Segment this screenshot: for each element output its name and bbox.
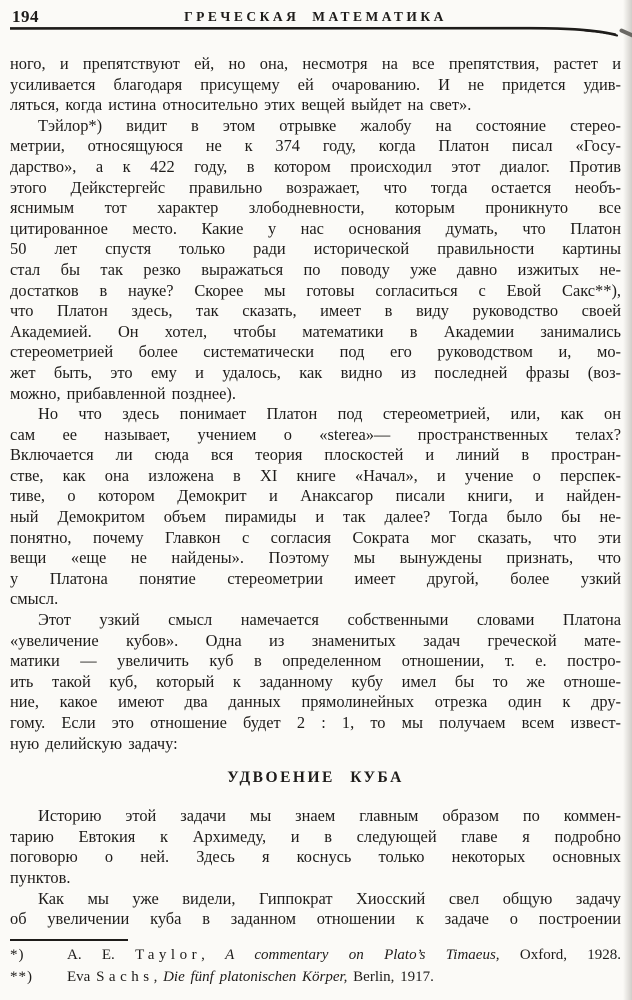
text-line: стал бы так резко выражаться по поводу уже давно изжитых не-: [10, 259, 621, 279]
paragraph: [10, 116, 621, 404]
text-line: поговорю о ней. Здесь я коснусь только некоторых основных: [10, 847, 621, 867]
footnote-text: A. E.: [67, 946, 136, 963]
text-line: Но что здесь понимает Платон под стереометрией, или, как он: [38, 404, 621, 424]
text-line: достатков в науке? Скорее мы готовы согласиться с Евой Сакс**),: [10, 280, 621, 300]
text-line: гому. Если это отношение будет 2 : 1, то мы получаем всем извест-: [10, 713, 621, 732]
text-line: цитированное место. Какие у нас основания думать, что Платон: [10, 218, 621, 238]
footnote-text: ,: [201, 946, 226, 963]
text-line: матики — увеличить куб в определенном отношении, т. е. постро-: [10, 651, 621, 671]
text-line: дарство», а к 422 году, в котором происходил этот диалог. Против: [10, 156, 621, 176]
footnote-text: Die fünf platonischen Körper,: [163, 968, 348, 985]
paragraph: [10, 806, 621, 888]
page-header: [10, 7, 621, 26]
text-line: стереометрией более систематически под его руководством и, мо-: [10, 342, 621, 362]
footnote-text: Berlin, 1917.: [347, 968, 434, 985]
footnote-text: ,: [153, 968, 164, 985]
text-line: об увеличении куба в заданном отношении к задаче о построении: [10, 909, 621, 929]
footnote: [10, 945, 621, 967]
paragraph: [10, 54, 621, 116]
text-line: Академией. Он хотел, чтобы математики в Академии занимались: [10, 321, 621, 341]
footnote-text: Eva: [67, 968, 97, 985]
paragraph: [10, 610, 621, 754]
section-heading: УДВОЕНИЕ КУБА: [227, 769, 404, 787]
header-rule: [10, 26, 621, 38]
text-line: «увеличение кубов». Одна из знаменитых задач греческой мате-: [10, 630, 621, 650]
text-line: яснимым тот характер злободневности, которым проникнуто все: [10, 198, 621, 218]
text-line: жет быть, это ему и удалось, как видно из последней фразы (воз-: [10, 362, 621, 382]
page-number: 194: [12, 7, 39, 26]
text-line: ную делийскую задачу:: [10, 733, 178, 753]
text-line: понятно, почему Главкон с согласия Сократа мог сказать, что эти: [10, 527, 621, 547]
text-line: тиве, о котором Демокрит и Анаксагор писали книги, и найден-: [10, 486, 621, 506]
text-line: этого Дейкстергейс правильно возражает, что тогда остается необъ-: [10, 177, 621, 197]
text-line: ние, какое имеют два данных прямолинейных отрезка один к дру-: [10, 692, 621, 712]
text-line: усиливается благодаря присущему ей очарованию. И не придется удив-: [10, 74, 621, 94]
text-line: Включается ли сюда вся теория плоскостей и линий в простран-: [10, 445, 621, 465]
text-line: Тэйлор*) видит в этом отрывке жалобу на состояние стерео-: [38, 115, 621, 135]
text-line: метрии, относящуюся не к 374 году, когда Платон писал «Госу-: [10, 136, 621, 156]
text-line: 50 лет спустя только ради исторической правильности картины: [10, 239, 621, 259]
text-line: сам ее называет, учением о «sterea»— пространственных телах?: [10, 424, 621, 444]
text-line: Как мы уже видели, Гиппократ Хиосский свел общую задачу: [38, 888, 621, 908]
footnote-marker: **): [10, 968, 33, 985]
paragraph: [10, 889, 621, 930]
text-line: ного, и препятствуют ей, но она, несмотря на все препятствия, растет и: [10, 54, 621, 73]
text-line: вещи «еще не найдены». Поэтому мы вынуждены признать, что: [10, 548, 621, 568]
footnote-text: Oxford, 1928.: [499, 946, 621, 963]
text-line: смысл.: [10, 589, 59, 609]
page-content: [10, 7, 621, 988]
text-line: Историю этой задачи мы знаем главным образом по коммен-: [38, 806, 621, 826]
text-line: стве, как она изложена в XI книге «Начал», и учение о перспек-: [10, 465, 621, 485]
page-edge-shadow: [623, 0, 632, 1000]
text-line: пунктов.: [10, 867, 71, 887]
text-line: у Платона понятие стереометрии имеет другой, более узкий: [10, 568, 621, 588]
text-line: ляться, когда истина относительно этих вещей выйдет на свет».: [10, 95, 472, 115]
footnote-text: Taylor: [135, 946, 202, 963]
text-line: ный Демокритом объем пирамиды и так далее? Тогда было бы не-: [10, 507, 621, 527]
footnote-marker: *): [10, 946, 25, 963]
running-title: ГРЕЧЕСКАЯ МАТЕМАТИКА: [184, 9, 447, 24]
text-line: что Платон здесь, так сказать, имеет в виду руководство своей: [10, 301, 621, 321]
text-line: ить такой куб, который к заданному кубу имел бы то же отноше-: [10, 671, 621, 691]
text-line: тарию Евтокия к Архимеду, и в следующей главе я подробно: [10, 826, 621, 846]
footnote: [10, 967, 621, 989]
text-line: можно, прибавленной позднее).: [10, 383, 236, 403]
footnote-text: Sachs: [96, 968, 154, 985]
footnotes-list: [10, 945, 621, 988]
text-line: Этот узкий смысл намечается собственными словами Платона: [38, 610, 621, 630]
body-text: [10, 54, 621, 930]
footnote-text: A commentary on Plato’s Timaeus,: [225, 946, 500, 963]
paragraph: [10, 404, 621, 610]
footnote-divider: [10, 939, 128, 941]
